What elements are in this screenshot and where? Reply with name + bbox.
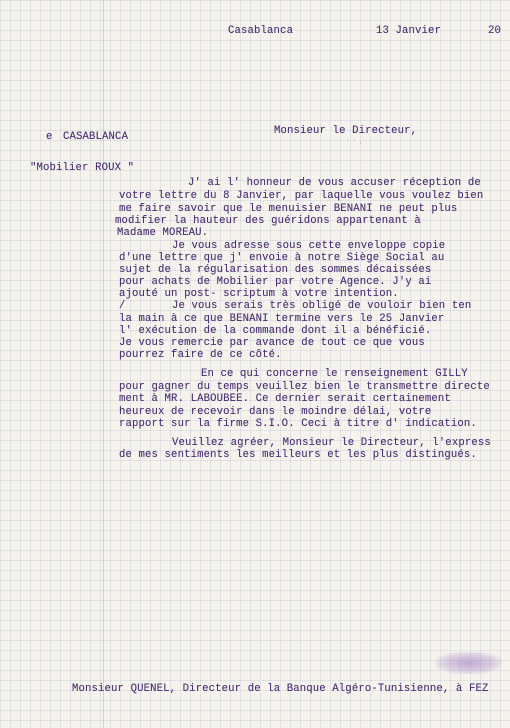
place: Casablanca	[228, 25, 294, 37]
closing-line: Veuillez agréer, Monsieur le Directeur, l'express	[172, 437, 491, 449]
salutation: Monsieur le Directeur,	[274, 125, 418, 137]
body-line: d'une lettre que j' envoie à notre Siège Social au	[119, 252, 445, 264]
body-line: votre lettre du 8 Janvier, par laquelle vous voulez bien	[119, 190, 484, 202]
recipient-city: CASABLANCA	[63, 131, 129, 143]
body-line: la main à ce que BENANI termine vers le 25 Janvier	[119, 313, 445, 325]
body-line: ment à MR. LABOUBEE. Ce dernier serait certainement	[119, 393, 451, 405]
recipient-city-prefix: e	[46, 131, 53, 143]
body-line: Je vous adresse sous cette enveloppe copie	[172, 240, 446, 252]
body-line: J' ai l' honneur de vous accuser réception de	[188, 177, 481, 189]
year-fragment: 20	[488, 25, 502, 37]
body-line: Je vous serais très obligé de vouloir bien ten	[172, 300, 472, 312]
body-line: pourrez faire de ce côté.	[119, 349, 282, 361]
footer-recipient: Monsieur QUENEL, Directeur de la Banque Algéro-Tunisienne, à FEZ	[72, 683, 489, 695]
body-line: En ce qui concerne le renseignement GILLY	[201, 368, 468, 380]
body-line: l' exécution de la commande dont il a bénéficié.	[119, 325, 432, 337]
body-line: pour achats de Mobilier par votre Agence. J'y ai	[119, 276, 432, 288]
body-line: rapport sur la firme S.I.O. Ceci à titre d' indication.	[119, 418, 477, 430]
reference: "Mobilier ROUX "	[30, 162, 135, 174]
body-line: modifier la hauteur des guéridons appartenant à	[115, 215, 421, 227]
body-line: ajouté un post- scriptum à votre intention.	[119, 288, 399, 300]
closing-line: de mes sentiments les meilleurs et les plus distingués.	[119, 449, 477, 461]
body-line: me faire savoir que le menuisier BENANI ne peut plus	[119, 203, 458, 215]
body-line: pour gagner du temps veuillez bien le transmettre directe	[119, 381, 490, 393]
margin-rule	[103, 0, 104, 728]
body-line: sujet de la régularisation des sommes décaissées	[119, 264, 432, 276]
body-line: Je vous remercie par avance de tout ce que vous	[119, 337, 425, 349]
body-line: Madame MOREAU.	[117, 227, 209, 239]
ink-marks: ˙ ˙ ·	[346, 139, 362, 148]
body-line: heureux de recevoir dans le moindre délai, votre	[119, 406, 432, 418]
date: 13 Janvier	[376, 25, 442, 37]
margin-mark: /	[119, 300, 126, 312]
ink-stamp	[436, 652, 502, 674]
